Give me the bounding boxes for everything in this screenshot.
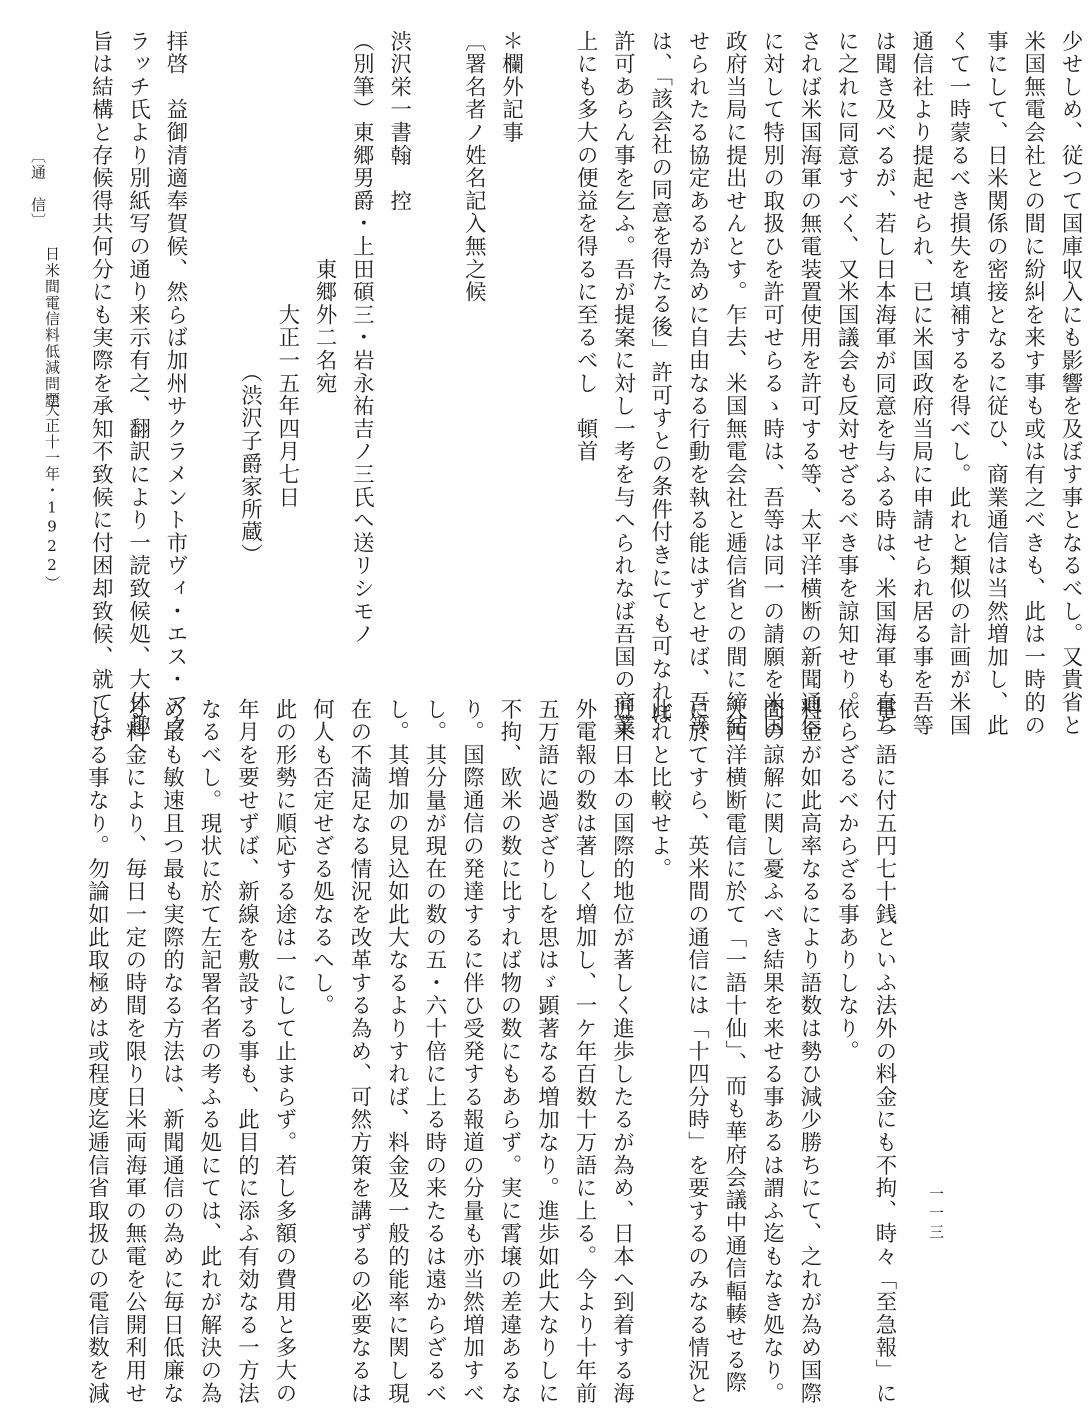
- text-line: なるべし。現状に於て左記署名者の考ふる処にては、此れが解決の為: [197, 698, 222, 1405]
- text-line: 依らざるべからざる事ありしなり。: [834, 698, 860, 1063]
- text-line: 近来日本の国際的地位が著しく進歩したるが為め、日本へ到着する海: [609, 698, 635, 1405]
- text-line: 旨は結構と存候得共何分にも実際を承知不致候に付困却致候、就ては: [88, 30, 114, 737]
- text-line: [418, 30, 455, 650]
- text-line: されば米国海軍の無電装置使用を許可する等、太平洋横断の新聞通信: [796, 30, 822, 737]
- text-line: は聞き及べるが、若し日本海軍が同意を与ふる時は、米国海軍も直ち: [871, 30, 897, 737]
- text-line: せられたる協定あるが為めに自由なる行動を執る能はずとせば、吾等: [685, 30, 711, 737]
- text-line: る料金により、毎日一定の時間を限り日米両海軍の無電を公開利用せ: [122, 698, 147, 1405]
- text-line: 〔署名者ノ姓名記入無之候: [461, 30, 487, 304]
- text-line: くて一時蒙るべき損失を填補するを得べし。此れと類似の計画が米国: [946, 30, 972, 737]
- text-line: に於てすら、英米間の通信には「十四分時」を要するのみなる情況と: [684, 698, 710, 1405]
- text-line: （別筆）東郷男爵・上田碩三・岩永祐吉ノ三氏へ送リシモノ: [349, 30, 375, 646]
- text-line: ラッチ氏より別紙写の通り来示有之、翻訳により一読致候処、大体趣: [125, 30, 151, 737]
- text-line: 間の諒解に関し憂ふべき結果を来せる事あるは謂ふ迄もなき処なり。: [759, 698, 785, 1405]
- text-line: 渋沢栄一書翰 控: [386, 30, 412, 213]
- text-line: 拝啓 益御清適奉賀候、然らば加州サクラメント市ヴィ・エス・マク: [162, 30, 188, 737]
- text-line: [530, 30, 567, 650]
- text-line: [194, 30, 231, 650]
- text-line: 少せしめ、従つて国庫収入にも影響を及ぼす事となるべし。又貴省と: [1058, 30, 1084, 737]
- text-line: し。其分量が現在の数の五・六十倍に上る時の来たるは遠からざるべ: [422, 698, 447, 1405]
- text-line: に対して特別の取扱ひを許可せらるゝ時は、吾等は同一の請願を米国: [759, 30, 785, 737]
- text-line: し。其増加の見込如此大なるよりすれば、料金及一般的能率に関し現: [384, 698, 410, 1405]
- lower-text-block: [78, 698, 903, 1405]
- text-line: 在の不満足なる情況を改革する為め、可然方策を講ずるの必要なるは: [347, 698, 372, 1405]
- text-line: 何人も否定せざる処なるへし。: [309, 698, 335, 1018]
- text-line: 上にも多大の便益を得るに至るべし 頓首: [573, 30, 599, 464]
- text-line: 許可あらん事を乞ふ。吾が提案に対し一考を与へられなば吾国の商業: [610, 30, 636, 737]
- text-line: 米国無電会社との間に紛糾を来す事も或は有之べきも、此は一時的の: [1020, 30, 1046, 737]
- text-line: 此れと比較せよ。: [647, 698, 672, 881]
- text-line: （渋沢子爵家所蔵）: [237, 30, 263, 567]
- text-line: り。国際通信の発達するに伴ひ受発する報道の分量も亦当然増加すべ: [459, 698, 485, 1405]
- running-head-section: 〔通 信〕: [29, 148, 47, 229]
- text-line: 料金が如此高率なるにより語数は勢ひ減少勝ちにて、之れが為め国際: [797, 698, 822, 1405]
- upper-text-block: [82, 30, 1089, 737]
- text-line: 年月を要せずば、新線を敷設する事も、此目的に添ふ有効なる一方法: [234, 698, 260, 1405]
- text-line: 事にして、日米関係の密接となるに従ひ、商業通信は当然増加し、此: [983, 30, 1009, 737]
- text-line: 不拘、欧米の数に比すれば物の数にもあらず。実に霄壌の差違あるな: [497, 698, 522, 1405]
- text-line: 通信社より提起せられ、已に米国政府当局に申請せられ居る事を吾等: [908, 30, 934, 737]
- text-line: 外電報の数は著しく増加し、一ケ年百数十万語に上る。今より十年前: [572, 698, 597, 1405]
- text-line: 大正一五年四月七日: [274, 30, 300, 509]
- text-line: は、「該会社の同意を得たる後」許可すとの条件付きにても可なれば: [647, 30, 673, 727]
- text-line: 五万語に過ぎざりしを思はゞ顕著なる増加なり。進歩如此大なりしに: [534, 698, 560, 1405]
- running-head-title: 日米間電信料低減問題: [43, 246, 61, 408]
- text-line: 此の形勢に順応する途は一にして止まらず。若し多額の費用と多大の: [272, 698, 297, 1405]
- running-head-date: （大正十一年・1922）: [43, 385, 61, 592]
- text-line: 政府当局に提出せんとす。乍去、米国無電会社と逓信省との間に締結: [722, 30, 748, 737]
- page-number: 一一三: [927, 1186, 945, 1243]
- text-line: ＊欄外記事: [498, 30, 524, 144]
- text-line: 大西洋横断電信に於て「一語十仙」、而も華府会議中通信輻輳せる際: [722, 698, 747, 1395]
- text-line: に之れに同意すべく、又米国議会も反対せざるべき事を諒知せり。: [834, 30, 860, 714]
- text-line: 東郷外二名宛: [312, 30, 338, 395]
- text-line: しむる事なり。勿論如此取極めは或程度迄逓信省取扱ひの電信数を減: [84, 698, 110, 1405]
- text-line: 電一語に付五円七十銭といふ法外の料金にも不拘、時々「至急報」に: [872, 698, 897, 1405]
- text-line: め最も敏速且つ最も実際的なる方法は、新聞通信の為めに毎日低廉な: [159, 698, 185, 1405]
